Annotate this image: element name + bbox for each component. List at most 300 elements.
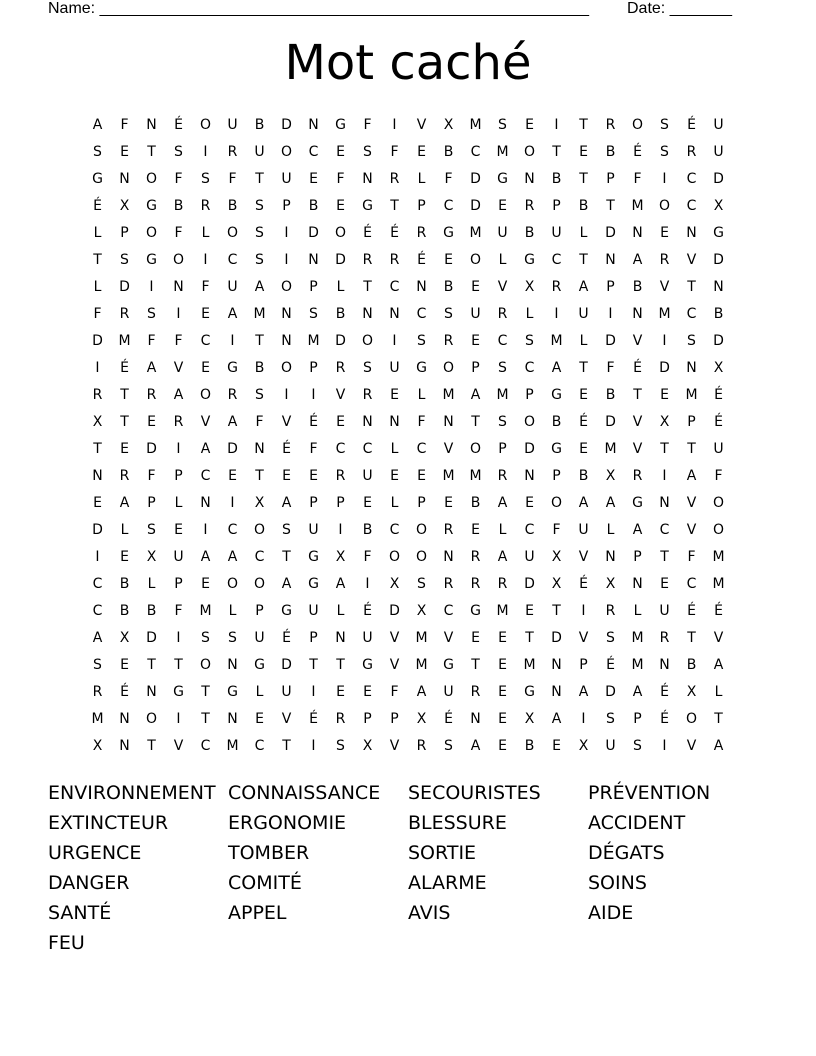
grid-letter: B (524, 738, 535, 754)
grid-letter: A (173, 387, 184, 403)
grid-letter: I (581, 711, 586, 727)
grid-letter: I (176, 711, 181, 727)
grid-row (84, 625, 732, 652)
grid-letter: A (335, 576, 346, 592)
grid-letter: V (686, 252, 697, 268)
grid-letter: E (390, 387, 399, 403)
word-list-item: EXTINCTEUR (48, 812, 169, 834)
grid-letter: N (146, 117, 157, 133)
grid-letter: R (686, 144, 697, 160)
grid-letter: X (254, 495, 265, 511)
grid-letter: T (552, 603, 561, 619)
grid-letter: M (226, 738, 239, 754)
grid-letter: F (174, 225, 183, 241)
grid-letter: X (92, 738, 103, 754)
grid-row (84, 220, 732, 247)
grid-letter: N (605, 252, 616, 268)
grid-letter: E (147, 414, 156, 430)
grid-letter: D (605, 333, 616, 349)
grid-letter: T (687, 279, 696, 295)
grid-letter: F (714, 468, 723, 484)
grid-letter: T (309, 657, 318, 673)
grid-letter: M (199, 603, 212, 619)
grid-letter: X (416, 603, 427, 619)
grid-letter: M (712, 549, 725, 565)
grid-letter: E (93, 495, 102, 511)
grid-letter: R (227, 144, 238, 160)
grid-letter: N (362, 306, 373, 322)
grid-letter: T (579, 360, 588, 376)
grid-letter: F (93, 306, 102, 322)
word-list-item: SOINS (588, 872, 647, 894)
grid-letter: T (147, 657, 156, 673)
grid-letter: G (524, 252, 535, 268)
grid-letter: E (228, 468, 237, 484)
grid-letter: V (200, 414, 211, 430)
grid-letter: A (632, 684, 643, 700)
word-list-item: DÉGATS (588, 842, 665, 864)
grid-letter: A (254, 279, 265, 295)
grid-letter: I (95, 549, 100, 565)
grid-row (84, 355, 732, 382)
grid-letter: C (92, 603, 103, 619)
grid-letter: N (470, 711, 481, 727)
grid-letter: S (255, 225, 264, 241)
grid-letter: B (686, 657, 697, 673)
grid-letter: F (390, 144, 399, 160)
grid-letter: I (554, 306, 559, 322)
grid-letter: F (174, 603, 183, 619)
grid-letter: I (662, 738, 667, 754)
grid-letter: S (255, 387, 264, 403)
grid-letter: E (471, 630, 480, 646)
grid-letter: F (363, 117, 372, 133)
grid-letter: R (119, 468, 130, 484)
grid-letter: É (120, 360, 129, 376)
grid-letter: X (524, 279, 535, 295)
word-list-item: CONNAISSANCE (228, 782, 381, 804)
grid-letter: V (335, 387, 346, 403)
grid-letter: A (497, 549, 508, 565)
grid-letter: V (389, 657, 400, 673)
grid-letter: S (93, 657, 102, 673)
grid-letter: X (713, 198, 724, 214)
grid-letter: S (363, 144, 372, 160)
grid-letter: A (92, 117, 103, 133)
grid-letter: A (578, 684, 589, 700)
grid-letter: U (443, 684, 454, 700)
grid-letter: G (362, 198, 373, 214)
grid-letter: E (498, 198, 507, 214)
grid-letter: N (659, 657, 670, 673)
grid-letter: T (336, 657, 345, 673)
grid-letter: E (525, 495, 534, 511)
grid-letter: P (606, 171, 615, 187)
grid-letter: D (605, 684, 616, 700)
grid-row (84, 112, 732, 139)
grid-letter: I (230, 495, 235, 511)
grid-letter: S (417, 576, 426, 592)
grid-letter: É (606, 657, 615, 673)
grid-letter: U (659, 603, 670, 619)
grid-letter: M (307, 333, 320, 349)
grid-letter: M (469, 468, 482, 484)
grid-letter: E (390, 468, 399, 484)
grid-letter: O (388, 549, 401, 565)
grid-letter: X (686, 684, 697, 700)
grid-letter: E (525, 117, 534, 133)
grid-letter: I (662, 333, 667, 349)
grid-letter: C (686, 198, 697, 214)
grid-letter: O (145, 711, 158, 727)
grid-letter: S (201, 171, 210, 187)
grid-letter: C (308, 144, 319, 160)
grid-letter: N (713, 279, 724, 295)
grid-letter: P (471, 360, 480, 376)
grid-letter: A (227, 549, 238, 565)
grid-letter: P (309, 279, 318, 295)
grid-letter: N (119, 171, 130, 187)
grid-letter: V (281, 414, 292, 430)
grid-letter: B (551, 414, 562, 430)
grid-letter: S (633, 738, 642, 754)
grid-letter: O (172, 252, 185, 268)
grid-letter: D (92, 522, 103, 538)
grid-letter: F (201, 279, 210, 295)
grid-letter: L (120, 522, 129, 538)
grid-letter: T (255, 333, 264, 349)
grid-letter: F (147, 468, 156, 484)
grid-letter: B (632, 279, 643, 295)
grid-letter: É (174, 117, 183, 133)
grid-letter: L (714, 684, 723, 700)
grid-letter: T (120, 387, 129, 403)
grid-letter: A (281, 576, 292, 592)
grid-letter: R (146, 387, 157, 403)
grid-letter: D (659, 360, 670, 376)
grid-letter: P (174, 576, 183, 592)
grid-row (84, 598, 732, 625)
grid-letter: I (203, 522, 208, 538)
word-list-item: AIDE (588, 902, 634, 924)
grid-letter: N (281, 333, 292, 349)
grid-row (84, 733, 732, 760)
grid-letter: A (281, 495, 292, 511)
grid-letter: R (497, 468, 508, 484)
grid-letter: N (524, 468, 535, 484)
grid-letter: I (608, 306, 613, 322)
grid-letter: T (552, 144, 561, 160)
grid-letter: N (227, 657, 238, 673)
grid-letter: O (199, 657, 212, 673)
word-list (48, 778, 768, 958)
grid-letter: O (631, 117, 644, 133)
grid-letter: D (281, 117, 292, 133)
grid-letter: P (282, 198, 291, 214)
grid-letter: R (605, 603, 616, 619)
grid-letter: D (335, 252, 346, 268)
grid-letter: G (632, 495, 643, 511)
grid-letter: L (579, 333, 588, 349)
grid-letter: U (713, 441, 724, 457)
grid-letter: E (525, 603, 534, 619)
grid-letter: O (415, 522, 428, 538)
grid-letter: N (686, 360, 697, 376)
grid-letter: M (523, 657, 536, 673)
grid-letter: T (93, 441, 102, 457)
grid-letter: O (199, 117, 212, 133)
grid-letter: N (173, 279, 184, 295)
grid-letter: E (498, 684, 507, 700)
grid-letter: R (443, 576, 454, 592)
grid-letter: P (552, 198, 561, 214)
grid-row (84, 301, 732, 328)
grid-letter: V (173, 738, 184, 754)
grid-letter: N (92, 468, 103, 484)
grid-letter: E (201, 576, 210, 592)
grid-letter: U (227, 279, 238, 295)
grid-letter: P (552, 468, 561, 484)
grid-letter: N (335, 630, 346, 646)
grid-letter: I (284, 387, 289, 403)
grid-letter: D (524, 576, 535, 592)
grid-letter: E (336, 684, 345, 700)
grid-letter: B (119, 576, 130, 592)
grid-letter: É (444, 711, 453, 727)
grid-letter: N (119, 738, 130, 754)
grid-letter: E (120, 441, 129, 457)
grid-letter: O (469, 252, 482, 268)
grid-letter: R (659, 252, 670, 268)
grid-letter: S (228, 630, 237, 646)
grid-letter: O (253, 576, 266, 592)
grid-letter: G (92, 171, 103, 187)
grid-letter: R (173, 414, 184, 430)
grid-letter: B (254, 360, 265, 376)
grid-letter: E (336, 198, 345, 214)
grid-letter: C (200, 333, 211, 349)
grid-letter: N (389, 306, 400, 322)
grid-letter: C (443, 198, 454, 214)
grid-letter: B (146, 603, 157, 619)
grid-letter: A (686, 468, 697, 484)
grid-letter: F (363, 549, 372, 565)
grid-row (84, 409, 732, 436)
grid-letter: G (443, 657, 454, 673)
grid-letter: X (362, 738, 373, 754)
word-list-item: SORTIE (408, 842, 477, 864)
grid-letter: N (443, 414, 454, 430)
grid-letter: S (606, 630, 615, 646)
grid-letter: N (362, 414, 373, 430)
grid-letter: A (713, 657, 724, 673)
grid-letter: D (146, 441, 157, 457)
grid-letter: A (470, 387, 481, 403)
grid-letter: B (227, 198, 238, 214)
date-field-label: Date: _______ (627, 0, 732, 17)
grid-letter: C (335, 441, 346, 457)
grid-letter: R (335, 711, 346, 727)
grid-letter: E (579, 144, 588, 160)
grid-letter: F (174, 171, 183, 187)
word-list-item: COMITÉ (228, 872, 302, 894)
grid-letter: P (255, 603, 264, 619)
grid-letter: D (470, 171, 481, 187)
grid-letter: A (200, 549, 211, 565)
grid-letter: E (201, 306, 210, 322)
word-list-item: ERGONOMIE (228, 812, 347, 834)
grid-letter: B (335, 306, 346, 322)
grid-letter: V (632, 414, 643, 430)
grid-letter: L (498, 522, 507, 538)
grid-letter: E (120, 549, 129, 565)
word-list-item: SANTÉ (48, 902, 112, 924)
grid-letter: C (92, 576, 103, 592)
grid-letter: I (338, 522, 343, 538)
grid-letter: R (362, 252, 373, 268)
word-list-item: ACCIDENT (588, 812, 686, 834)
grid-letter: N (281, 306, 292, 322)
grid-letter: U (470, 306, 481, 322)
grid-row (84, 382, 732, 409)
grid-letter: I (284, 225, 289, 241)
grid-letter: T (255, 171, 264, 187)
grid-letter: D (308, 225, 319, 241)
grid-letter: B (551, 171, 562, 187)
grid-letter: R (551, 279, 562, 295)
name-field-label: Name: _______________________________________________________ (48, 0, 589, 17)
grid-letter: G (146, 198, 157, 214)
grid-letter: G (227, 684, 238, 700)
grid-letter: I (311, 387, 316, 403)
grid-row (84, 571, 732, 598)
grid-letter: É (687, 603, 696, 619)
grid-letter: M (442, 387, 455, 403)
grid-letter: G (173, 684, 184, 700)
grid-letter: B (713, 306, 724, 322)
grid-letter: R (470, 549, 481, 565)
grid-letter: A (227, 414, 238, 430)
grid-row (84, 679, 732, 706)
grid-letter: L (633, 603, 642, 619)
grid-letter: R (227, 387, 238, 403)
grid-letter: L (579, 225, 588, 241)
grid-letter: B (308, 198, 319, 214)
grid-letter: E (444, 495, 453, 511)
grid-letter: P (579, 657, 588, 673)
grid-letter: E (363, 495, 372, 511)
grid-letter: R (443, 333, 454, 349)
grid-letter: X (524, 711, 535, 727)
grid-letter: N (632, 225, 643, 241)
grid-letter: O (361, 333, 374, 349)
grid-letter: X (146, 549, 157, 565)
grid-letter: G (713, 225, 724, 241)
grid-letter: L (228, 603, 237, 619)
grid-letter: S (147, 306, 156, 322)
grid-letter: R (443, 522, 454, 538)
grid-letter: X (551, 549, 562, 565)
grid-letter: É (390, 225, 399, 241)
grid-letter: É (714, 387, 723, 403)
grid-letter: R (335, 468, 346, 484)
word-list-item: DANGER (48, 872, 130, 894)
grid-letter: D (713, 333, 724, 349)
grid-letter: F (228, 171, 237, 187)
grid-letter: N (551, 684, 562, 700)
grid-letter: I (365, 576, 370, 592)
grid-letter: I (176, 630, 181, 646)
grid-letter: U (281, 171, 292, 187)
grid-letter: S (444, 738, 453, 754)
grid-letter: E (336, 144, 345, 160)
grid-letter: O (712, 495, 725, 511)
grid-letter: C (497, 333, 508, 349)
grid-letter: M (496, 144, 509, 160)
grid-letter: R (632, 468, 643, 484)
grid-letter: N (308, 252, 319, 268)
grid-letter: A (713, 738, 724, 754)
grid-letter: S (309, 306, 318, 322)
grid-letter: N (362, 171, 373, 187)
grid-letter: N (200, 495, 211, 511)
grid-letter: B (443, 279, 454, 295)
grid-letter: A (632, 522, 643, 538)
grid-letter: A (146, 360, 157, 376)
grid-letter: É (363, 225, 372, 241)
grid-letter: É (633, 360, 642, 376)
grid-letter: M (550, 333, 563, 349)
grid-letter: B (119, 603, 130, 619)
grid-letter: S (93, 144, 102, 160)
grid-letter: V (659, 279, 670, 295)
grid-letter: D (335, 333, 346, 349)
grid-letter: M (442, 468, 455, 484)
grid-letter: I (95, 360, 100, 376)
grid-letter: P (363, 711, 372, 727)
grid-letter: A (551, 360, 562, 376)
grid-letter: T (255, 468, 264, 484)
grid-letter: C (443, 603, 454, 619)
grid-letter: T (660, 441, 669, 457)
grid-letter: F (687, 549, 696, 565)
grid-letter: P (309, 360, 318, 376)
grid-letter: A (119, 495, 130, 511)
grid-letter: V (443, 630, 454, 646)
grid-letter: M (631, 198, 644, 214)
grid-letter: L (336, 279, 345, 295)
grid-letter: C (686, 576, 697, 592)
grid-letter: R (416, 738, 427, 754)
grid-letter: S (660, 117, 669, 133)
grid-letter: M (631, 657, 644, 673)
grid-letter: X (659, 414, 670, 430)
grid-letter: X (389, 576, 400, 592)
grid-letter: U (497, 225, 508, 241)
grid-letter: M (118, 333, 131, 349)
grid-letter: S (201, 630, 210, 646)
grid-letter: R (335, 360, 346, 376)
grid-row (84, 706, 732, 733)
grid-letter: X (119, 198, 130, 214)
grid-letter: N (686, 225, 697, 241)
grid-letter: R (389, 171, 400, 187)
grid-letter: B (443, 144, 454, 160)
grid-letter: C (551, 252, 562, 268)
grid-letter: V (389, 630, 400, 646)
grid-letter: X (605, 576, 616, 592)
grid-letter: V (281, 711, 292, 727)
